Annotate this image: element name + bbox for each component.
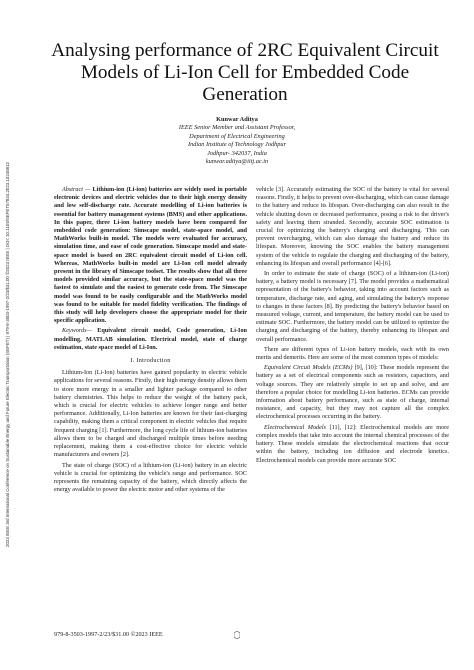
- em-text: [11], [12]: Electrochemical models are more complex models that take into account the internal chemical processes of the battery. These models simulate the electrochemical reactions that occur within the battery, including ion diffusion and electrode kinetics. Electrochemical models can provide more accurate SOC: [256, 423, 449, 464]
- doi-sidebar: [0, 94, 14, 614]
- em-paragraph: [256, 424, 449, 465]
- copyright-footer: 979-8-3503-1997-2/23/$31.00 ©2023 IEEE: [54, 631, 163, 638]
- left-column: [54, 186, 247, 496]
- author-affiliation-line: Indian Institute of Technology Jodhpur: [187, 141, 287, 149]
- keywords: [54, 327, 247, 352]
- abstract-text: Lithium-ion (Li-ion) batteries are widely used in portable electronic devices and electric vehicles due to their high energy density and low self-discharge rate. Accurate modelling of Li-ion batteries is essential for battery management systems (BMS) and other applications. In this paper, three Li-ion battery models have been compared for embedded code generation: Simscape model, state-space model, and MathWorks built-in model. The models were evaluated for accuracy, simulation time, and ease of code generation. Simscape model and state-space model is based on 2RC equivalent circuit model of Li-ion cell. Whereas, MathWorks built-in model are Li-Ion cell model already present in the library of Simscape toolset. The results show that all three models provided similar accuracy, but the state-space model was the fastest to simulate and the easiest to generate code from. The Simscape model was found to be easily configurable and the MathWorks model was found to be suitable for model fidelity verification. The findings of this study will help developers choose the appropriate model for their specific application.: [54, 186, 247, 325]
- right-column: [256, 186, 449, 467]
- ecm-text: [9], [10]: These models represent the battery as a set of electrical components such as resistors, capacitors, and voltage sources. They are relatively simple to set up and solve, and are therefore a popular choice for modelling Li-ion batteries. ECMs can provide information about battery performance, such as state of charge, internal resistance, and capacity, but they may not capture all the complex electrochemical processes occurring in the battery.: [256, 364, 449, 421]
- ecm-paragraph: [256, 364, 449, 421]
- author-block: [130, 116, 344, 166]
- author-affiliation-line: Department of Electrical Engineering: [189, 132, 285, 140]
- ecm-label: Equivalent Circuit Models (ECMs): [264, 364, 353, 372]
- body-paragraph: vehicle [3]. Accurately estimating the SOC of the battery is vital for several reasons. Firstly, it helps to prevent over-discharging, which can cause damage to the battery and reduce its lifespan. Over-discharging can also result in the vehicle shutting down or decreased performance, posing a risk to the driver's safety and leaving them stranded. Secondly, accurate SOC estimation is crucial for optimizing the battery's charging and discharging. This can prevent overcharging, which can also damage the battery and reduce its lifespan. Moreover, knowing the SOC enables the battery management system of the vehicle to regulate the charging and discharging of the battery, enhancing its lifespan and overall performance [4]-[6].: [256, 186, 449, 267]
- keywords-text: Equivalent circuit model, Code generation, Li-Ion modelling, MATLAB simulation. Electrical model, state of charge estimation, state space model of Li-Ion.: [54, 327, 247, 351]
- body-paragraph: In order to estimate the state of charge (SOC) of a lithium-ion (Li-ion) battery, a battery model is necessary [7]. The model provides a mathematical representation of the battery's behavior, taking into account factors such as temperature, discharge rate, and aging, and simulating the battery's response to changes in these factors [8]. By predicting the battery's behavior based on measured voltage, current, and temperature, the battery model can be used to estimate SOC. Furthermore, the battery model can be utilized to optimize the charging and discharging of the battery, thereby enhancing its lifespan and overall performance.: [256, 270, 449, 343]
- keywords-label: Keywords—: [62, 327, 93, 335]
- body-paragraph: Lithium-Ion (Li-Ion) batteries have gained popularity in electric vehicle applications for several reasons. Firstly, their high energy density allows them to store more energy in a smaller and lighter package compared to other battery chemistries. This helps to reduce the weight of the battery pack, which is crucial for electric vehicles to achieve longer range and better performance. Additionally, Li-Ion batteries are known for their fast-charging capability, making them a critical component in electric vehicles that require frequent charging [1]. Furthermore, the long cycle life of lithium-ion batteries allows them to be charged and discharged multiple times before needing replacement, making them a cost-effective choice for electric vehicle manufacturers and owners [2].: [54, 369, 247, 459]
- doi-sidebar-text: 2023 IEEE 3rd International Conference on Sustainable Energy and Future Electric Transportation (SEFET) | 979-8-3503-1997-2/23/$31.00 ©2023 IEEE | DOI: 10.1109/SEFET57834.2023.10245812: [4, 161, 10, 547]
- author-email: kunwar.aditya@iitj.ac.in: [205, 158, 269, 166]
- em-label: Electrochemical Models: [264, 423, 327, 431]
- body-paragraph: The state of charge (SOC) of a lithium-ion (Li-ion) battery in an electric vehicle is crucial for optimizing the vehicle's range and performance. SOC represents the remaining capacity of the battery, which directly affects the energy available to power the electric motor and other systems of the: [54, 461, 247, 494]
- paper-title: Analysing performance of 2RC Equivalent Circuit Models of Li-Ion Cell for Embedded Code Generation: [51, 40, 439, 105]
- author-affiliation-line: Jodhpur- 342037, India: [207, 149, 267, 157]
- author-affiliation-line: IEEE Senior Member and Assistant Professor,: [178, 124, 296, 132]
- section-heading: I. Introduction: [130, 357, 171, 365]
- abstract-label: Abstract —: [62, 186, 91, 193]
- ieee-mark-icon: [234, 631, 240, 639]
- body-paragraph: There are different types of Li-ion battery models, each with its own merits and demerits. Here are some of the most common types of models:: [256, 345, 449, 362]
- abstract: [54, 186, 247, 325]
- author-name: Kunwar Aditya: [216, 116, 258, 123]
